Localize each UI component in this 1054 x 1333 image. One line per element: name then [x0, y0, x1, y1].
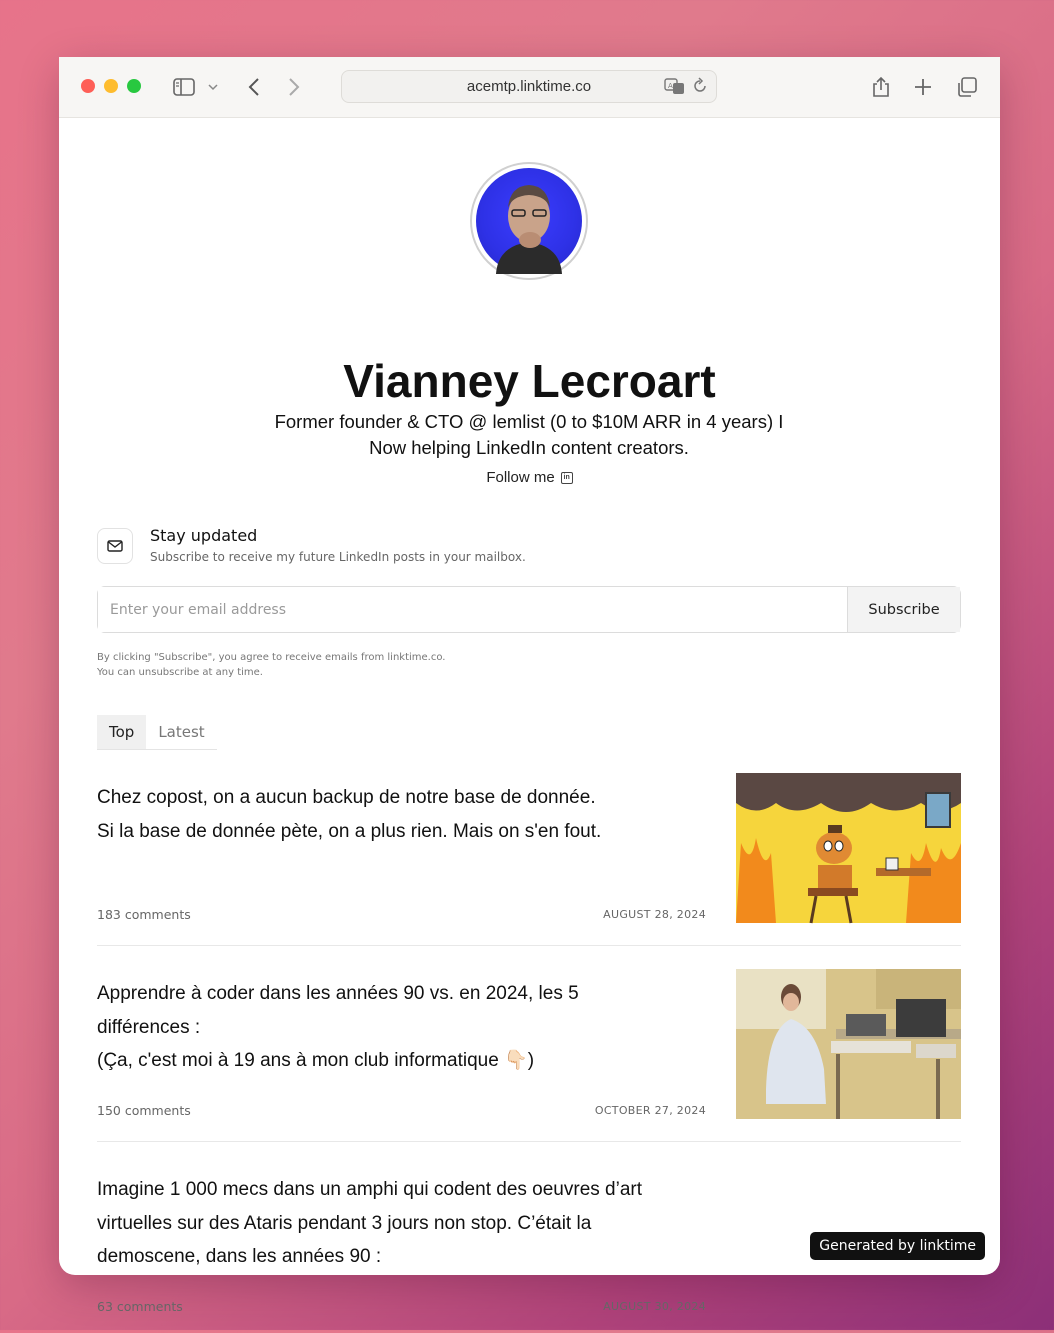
mail-icon-box [97, 528, 133, 564]
legal-line-1: By clicking "Subscribe", you agree to receive emails from linktime.co. [97, 652, 446, 663]
tabs-overview-icon[interactable] [955, 73, 979, 101]
post-image-this-is-fine[interactable] [736, 773, 961, 923]
tab-top[interactable]: Top [97, 715, 146, 749]
post-date: AUGUST 28, 2024 [603, 908, 706, 921]
address-bar[interactable] [341, 70, 717, 103]
post-date: OCTOBER 27, 2024 [594, 1104, 706, 1117]
stay-updated-title: Stay updated [150, 526, 258, 545]
tab-latest[interactable]: Latest [158, 723, 205, 741]
post-item[interactable] [97, 781, 961, 941]
comment-count[interactable]: 63 comments [97, 1299, 183, 1314]
post-item[interactable] [97, 977, 961, 1137]
post-tabs [97, 715, 217, 750]
post-text [97, 977, 697, 1078]
email-field[interactable] [98, 587, 847, 632]
avatar [470, 162, 588, 280]
subscribe-form [97, 586, 961, 633]
post-date: AUGUST 30, 2024 [603, 1300, 706, 1313]
browser-toolbar [59, 57, 1000, 118]
profile-bio [229, 409, 829, 461]
post-line: Chez copost, on a aucun backup de notre base de donnée. [97, 787, 596, 808]
comment-count[interactable]: 183 comments [97, 907, 191, 922]
subscribe-legal-note [97, 650, 445, 680]
share-icon[interactable] [869, 73, 893, 101]
post-image-computer-club[interactable] [736, 969, 961, 1119]
post-line: (Ça, c'est moi à 19 ans à mon club informatique 👇🏻) [97, 1050, 535, 1071]
page-content [59, 118, 1000, 1314]
url-text: acemtp.linktime.co [466, 78, 592, 95]
reload-icon[interactable] [692, 77, 708, 99]
new-tab-icon[interactable] [911, 73, 935, 101]
post-divider [97, 945, 961, 946]
bio-line-1: Former founder & CTO @ lemlist (0 to $10M ARR in 4 years) I [274, 411, 784, 432]
bio-line-2: Now helping LinkedIn content creators. [369, 437, 689, 458]
close-window-button[interactable] [81, 79, 95, 93]
post-text [97, 1173, 697, 1274]
post-text [97, 781, 697, 848]
post-line: Imagine 1 000 mecs dans un amphi qui codent des oeuvres d’art [97, 1179, 642, 1200]
svg-text:A: A [668, 82, 673, 90]
browser-window [59, 57, 1000, 1314]
post-line: différences : [97, 1016, 201, 1038]
follow-label: Follow me [486, 469, 555, 486]
maximize-window-button[interactable] [127, 79, 141, 93]
post-line: Si la base de donnée pète, on a plus rien. Mais on s'en fout. [97, 820, 602, 842]
linkedin-icon: in [561, 472, 573, 484]
minimize-window-button[interactable] [104, 79, 118, 93]
chevron-down-icon[interactable] [205, 73, 221, 101]
profile-photo [476, 168, 582, 274]
back-arrow-icon[interactable] [243, 73, 265, 101]
profile-name: Vianney Lecroart [343, 355, 716, 407]
post-divider [97, 1141, 961, 1142]
subscribe-button[interactable]: Subscribe [847, 587, 960, 632]
post-line: virtuelles sur des Ataris pendant 3 jours non stop. C’était la [97, 1212, 592, 1234]
generated-by-badge[interactable]: Generated by linktime [810, 1232, 985, 1260]
legal-line-2: You can unsubscribe at any time. [97, 667, 263, 678]
translate-icon[interactable] [664, 77, 686, 99]
envelope-icon [107, 540, 123, 552]
forward-arrow-icon[interactable] [283, 73, 305, 101]
post-line: demoscene, dans les années 90 : [97, 1246, 382, 1267]
post-line: Apprendre à coder dans les années 90 vs. en 2024, les 5 [97, 983, 579, 1004]
stay-updated-subtitle: Subscribe to receive my future LinkedIn posts in your mailbox. [150, 550, 526, 564]
sidebar-toggle-icon[interactable] [169, 73, 199, 101]
comment-count[interactable]: 150 comments [97, 1103, 191, 1118]
follow-me-link[interactable] [59, 469, 1000, 486]
